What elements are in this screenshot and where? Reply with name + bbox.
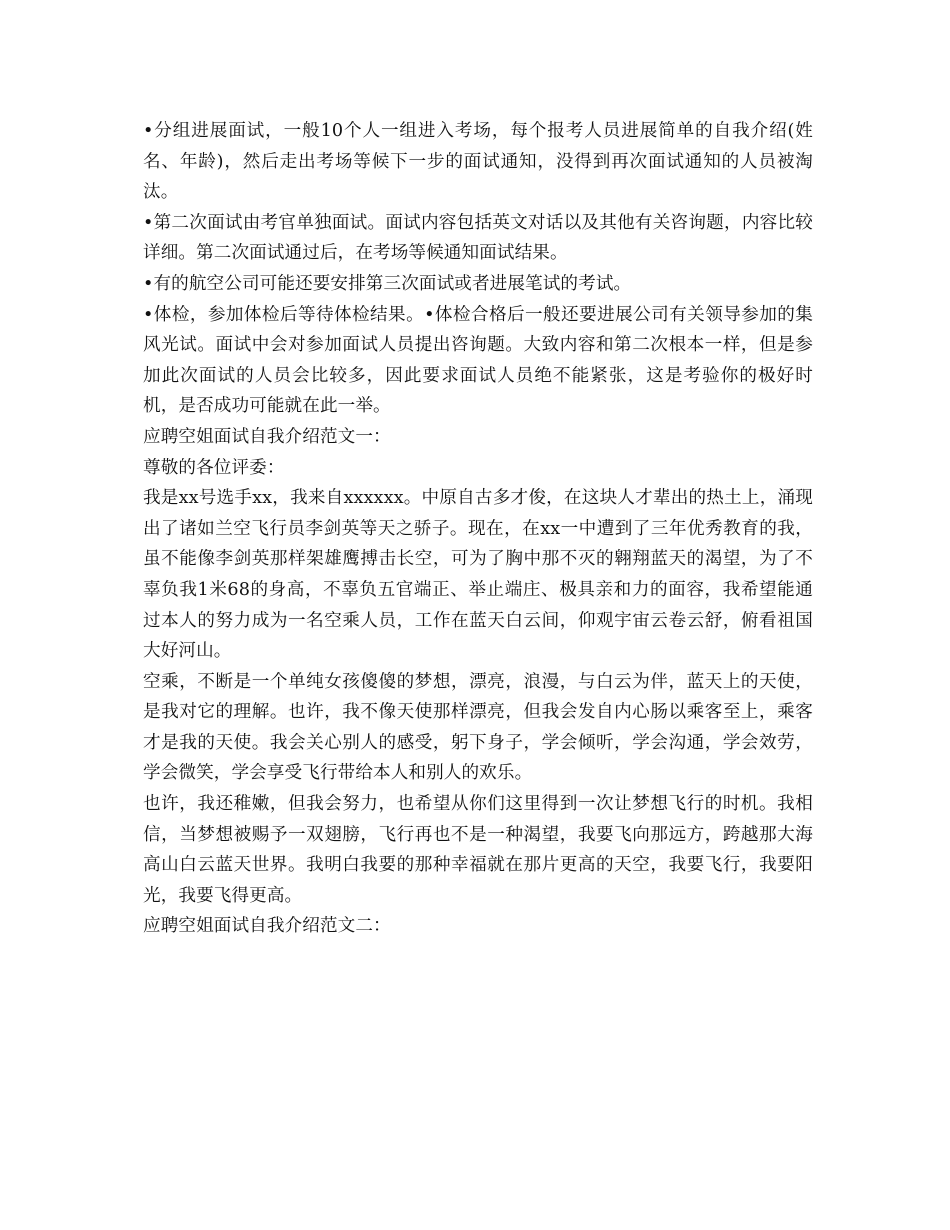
heading-sample-two: 应聘空姐面试自我介绍范文二： <box>143 916 391 937</box>
salutation: 尊敬的各位评委： <box>143 457 285 478</box>
paragraph-aspiration: 也许，我还稚嫩，但我会努力，也希望从你们这里得到一次让梦想飞行的时机。我相信，当梦想被赐予一双翅膀，飞行再也不是一种渴望，我要飞向那远方，跨越那大海高山白云蓝天世界。我明白我要的那种幸福就在那片更高的天空，我要飞行，我要阳光，我要飞得更高。 <box>143 794 813 906</box>
document-body <box>143 116 813 942</box>
paragraph-self-intro: 我是xx号选手xx，我来自xxxxxx。中原自古多才俊，在这块人才辈出的热土上，涌现出了诸如兰空飞行员李剑英等天之骄子。现在，在xx一中遭到了三年优秀教育的我，虽不能像李剑英那样架雄鹰搏击长空，可为了胸中那不灭的翱翔蓝天的渴望，为了不辜负我1米68的身高，不辜负五官端正、举止端庄、极具亲和力的面容，我希望能通过本人的努力成为一名空乘人员，工作在蓝天白云间，仰观宇宙云卷云舒，俯看祖国大好河山。 <box>143 488 813 662</box>
paragraph-flight-attendant-dream: 空乘，不断是一个单纯女孩傻傻的梦想，漂亮，浪漫，与白云为伴，蓝天上的天使，是我对它的理解。也许，我不像天使那样漂亮，但我会发自内心肠以乘客至上，乘客才是我的天使。我会关心别人的感受，躬下身子，学会倾听，学会沟通，学会效劳，学会微笑，学会享受飞行带给本人和别人的欢乐。 <box>143 671 813 784</box>
paragraph-third-interview: •有的航空公司可能还要安排第三次面试或者进展笔试的考试。 <box>143 273 632 294</box>
heading-sample-one: 应聘空姐面试自我介绍范文一： <box>143 426 391 447</box>
paragraph-interview-grouping: •分组进展面试，一般10个人一组进入考场，每个报考人员进展简单的自我介绍(姓名、年龄)，然后走出考场等候下一步的面试通知，没得到再次面试通知的人员被淘汰。 <box>143 121 813 203</box>
paragraph-second-interview: •第二次面试由考官单独面试。面试内容包括英文对话以及其他有关咨询题，内容比较详细。第二次面试通过后，在考场等候通知面试结果。 <box>143 212 813 264</box>
paragraph-physical-exam: •体检，参加体检后等待体检结果。•体检合格后一般还要进展公司有关领导参加的集风光试。面试中会对参加面试人员提出咨询题。大致内容和第二次根本一样，但是参加此次面试的人员会比较多，因此要求面试人员绝不能紧张，这是考验你的极好时机，是否成功可能就在此一举。 <box>143 304 813 417</box>
